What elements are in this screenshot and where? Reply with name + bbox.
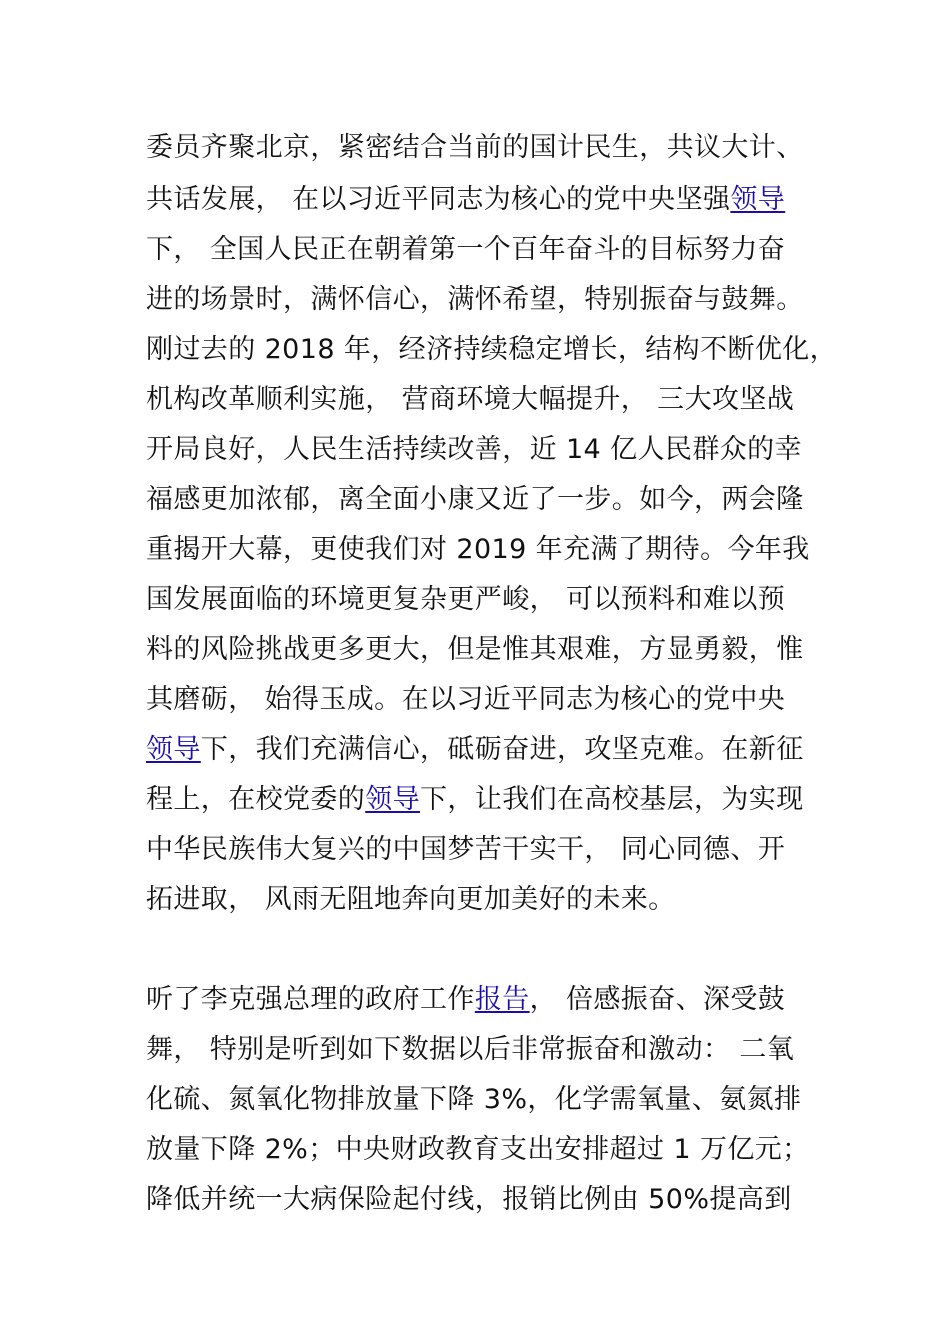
link-lingdao[interactable]: 领导	[730, 184, 786, 215]
text-line: 委员齐聚北京，紧密结合当前的国计民生，共议大计、	[146, 132, 804, 163]
text-line: 化硫、氮氧化物排放量下降 3%，化学需氧量、氨氮排	[146, 1084, 802, 1115]
text-line: 拓进取， 风雨无阻地奔向更加美好的未来。	[146, 884, 676, 915]
text-line: 进的场景时，满怀信心，满怀希望，特别振奋与鼓舞。	[146, 284, 804, 315]
text-line: 福感更加浓郁，离全面小康又近了一步。如今，两会隆	[146, 484, 804, 515]
link-lingdao[interactable]: 领导	[146, 734, 201, 765]
text-line: 国发展面临的环境更复杂更严峻， 可以预料和难以预	[146, 584, 786, 615]
text-line: 听了李克强总理的政府工作报告， 倍感振奋、深受鼓	[146, 984, 786, 1015]
text-line: 重揭开大幕，更使我们对 2019 年充满了期待。今年我	[146, 534, 810, 565]
text-line: 共话发展， 在以习近平同志为核心的党中央坚强领导	[146, 184, 786, 215]
text-line: 领导下，我们充满信心，砥砺奋进，攻坚克难。在新征	[146, 734, 804, 765]
text-line: 中华民族伟大复兴的中国梦苦干实干， 同心同德、开	[146, 834, 786, 865]
text-line: 机构改革顺利实施， 营商环境大幅提升， 三大攻坚战	[146, 384, 795, 415]
text-line: 料的风险挑战更多更大，但是惟其艰难，方显勇毅，惟	[146, 634, 804, 665]
text-line: 其磨砺， 始得玉成。在以习近平同志为核心的党中央	[146, 684, 786, 715]
text-line: 降低并统一大病保险起付线，报销比例由 50%提高到	[146, 1184, 792, 1215]
text-line: 下， 全国人民正在朝着第一个百年奋斗的目标努力奋	[146, 234, 786, 265]
link-baogao[interactable]: 报告	[474, 984, 530, 1015]
text-line: 程上，在校党委的领导下，让我们在高校基层，为实现	[146, 784, 804, 815]
text-line: 刚过去的 2018 年，经济持续稳定增长，结构不断优化，	[146, 334, 838, 365]
text-line: 舞， 特别是听到如下数据以后非常振奋和激动： 二氧	[146, 1034, 795, 1065]
text-line: 开局良好，人民生活持续改善，近 14 亿人民群众的幸	[146, 434, 802, 465]
text-line: 放量下降 2%；中央财政教育支出安排超过 1 万亿元；	[146, 1134, 810, 1165]
link-lingdao[interactable]: 领导	[365, 784, 421, 815]
